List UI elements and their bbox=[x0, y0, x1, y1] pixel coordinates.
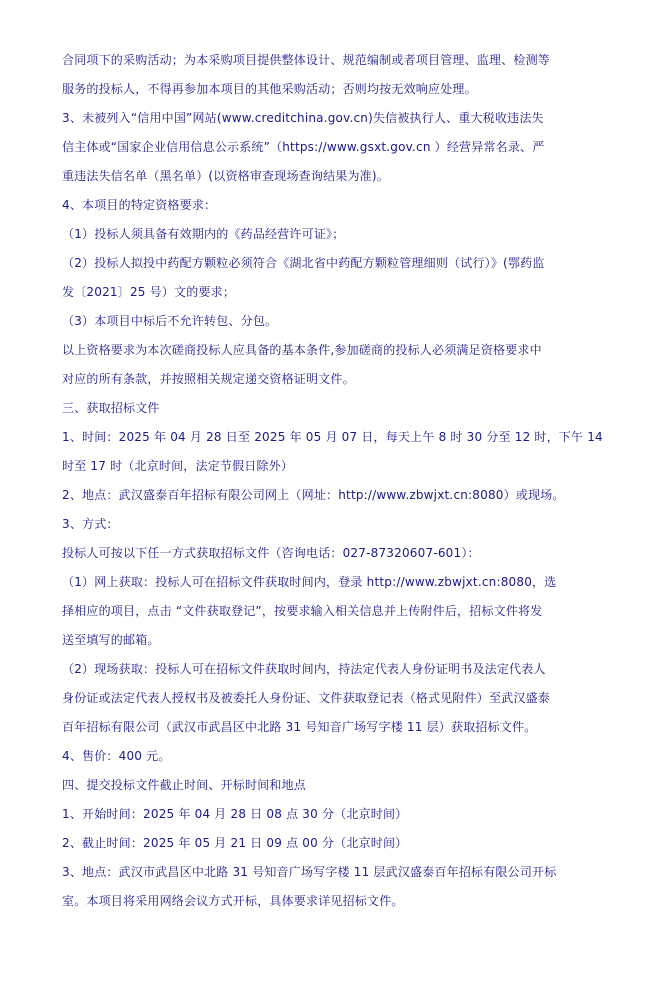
text-line: 1、时间：2025 年 04 月 28 日至 2025 年 05 月 07 日，每天上午 8 时 30 分至 12 时，下午 14 bbox=[62, 430, 603, 444]
text-line: （1）网上获取：投标人可在招标文件获取时间内，登录 http://www.zbwjxt.cn:8080，选 bbox=[62, 575, 557, 589]
text-line: （2）现场获取：投标人可在招标文件获取时间内，持法定代表人身份证明书及法定代表人 bbox=[62, 662, 546, 676]
text-line: 室。本项目将采用网络会议方式开标，具体要求详见招标文件。 bbox=[62, 894, 404, 908]
text-line: 4、本项目的特定资格要求： bbox=[62, 198, 217, 212]
text-line: （3）本项目中标后不允许转包、分包。 bbox=[62, 314, 278, 328]
text-line: 发〔2021〕25 号）文的要求； bbox=[62, 285, 236, 299]
text-line: 以上资格要求为本次磋商投标人应具备的基本条件,参加磋商的投标人必须满足资格要求中 bbox=[62, 343, 542, 357]
text-line: （2）投标人拟投中药配方颗粒必须符合《湖北省中药配方颗粒管理细则（试行）》(鄂药监 bbox=[62, 256, 545, 270]
text-line: 送至填写的邮箱。 bbox=[62, 633, 160, 647]
text-line: 4、售价：400 元。 bbox=[62, 749, 171, 763]
text-line: 2、截止时间：2025 年 05 月 21 日 09 点 00 分（北京时间） bbox=[62, 836, 408, 850]
text-line: 3、未被列入“信用中国”网站(www.creditchina.gov.cn)失信被执行人、重大税收违法失 bbox=[62, 111, 544, 125]
text-line: 时至 17 时（北京时间，法定节假日除外） bbox=[62, 459, 294, 473]
text-line: 2、地点：武汉盛泰百年招标有限公司网上（网址：http://www.zbwjxt.cn:8080）或现场。 bbox=[62, 488, 565, 502]
document-body bbox=[62, 52, 603, 922]
text-line: （1）投标人须具备有效期内的《药品经营许可证》； bbox=[62, 227, 345, 241]
text-line: 对应的所有条款，并按照相关规定递交资格证明文件。 bbox=[62, 372, 355, 386]
text-line: 1、开始时间：2025 年 04 月 28 日 08 点 30 分（北京时间） bbox=[62, 807, 408, 821]
text-line: 合同项下的采购活动；为本采购项目提供整体设计、规范编制或者项目管理、监理、检测等 bbox=[62, 53, 551, 67]
text-line: 身份证或法定代表人授权书及被委托人身份证、文件获取登记表（格式见附件）至武汉盛泰 bbox=[62, 691, 551, 705]
section-heading: 四、提交投标文件截止时间、开标时间和地点 bbox=[62, 778, 307, 792]
text-line: 3、地点：武汉市武昌区中北路 31 号知音广场写字楼 11 层武汉盛泰百年招标有限公司开标 bbox=[62, 865, 557, 879]
text-line: 择相应的项目，点击 “文件获取登记”，按要求输入相关信息并上传附件后，招标文件将发 bbox=[62, 604, 543, 618]
text-line: 重违法失信名单（黑名单）(以资格审查现场查询结果为准)。 bbox=[62, 169, 389, 183]
text-line: 服务的投标人，不得再参加本项目的其他采购活动；否则均按无效响应处理。 bbox=[62, 82, 477, 96]
text-line: 信主体或“国家企业信用信息公示系统”（https://www.gsxt.gov.cn ）经营异常名录、严 bbox=[62, 140, 545, 154]
text-line: 3、方式： bbox=[62, 517, 119, 531]
section-heading: 三、获取招标文件 bbox=[62, 401, 160, 415]
text-line: 百年招标有限公司（武汉市武昌区中北路 31 号知音广场写字楼 11 层）获取招标文件。 bbox=[62, 720, 537, 734]
text-line: 投标人可按以下任一方式获取招标文件（咨询电话：027-87320607-601）： bbox=[62, 546, 480, 560]
